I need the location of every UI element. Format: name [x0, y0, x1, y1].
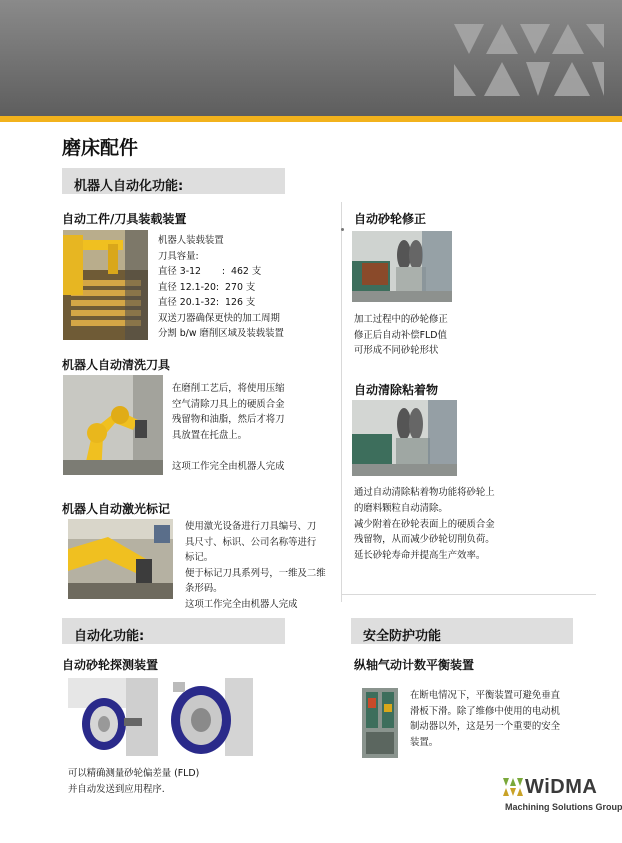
laser-marking-line: 条形码。 [185, 583, 223, 594]
residue-cleaning-title: 自动清除粘着物 [354, 383, 439, 397]
robot-cleaning-title: 机器人自动清洗刀具 [62, 358, 171, 372]
laser-marking-line: 使用激光设备进行刀具编号、刀 [185, 521, 317, 532]
auto-loading-line: 机器人装载装置 [158, 235, 224, 246]
auto-loading-line: 刀具容量: [158, 250, 199, 262]
auto-loading-photo [63, 230, 148, 340]
balance-device-line: 装置。 [410, 736, 439, 748]
residue-cleaning-line: 残留物，从而减少砂轮切削负荷。 [354, 534, 495, 546]
laser-marking-line: 具尺寸、标识、公司名称等进行 [185, 536, 317, 548]
residue-cleaning-line: 的磨料颗粒自动清除。 [354, 502, 448, 514]
balance-device-photo [358, 684, 402, 762]
section-automation: 自动化功能: [62, 618, 285, 644]
brand-name: WiDMA [525, 776, 598, 798]
robot-cleaning-line: 这项工作完全由机器人完成 [172, 460, 285, 472]
laser-marking-line: 这项工作完全由机器人完成 [185, 598, 298, 610]
wheel-probe-title: 自动砂轮探测装置 [62, 658, 159, 672]
residue-cleaning-line: 减少附着在砂轮表面上的硬质合金 [354, 518, 495, 530]
wheel-probe-line: 并自动发送到应用程序. [68, 784, 165, 795]
balance-device-title: 纵轴气动计数平衡装置 [354, 658, 475, 672]
divider-dot [341, 228, 344, 231]
wheel-probe-photo-left [68, 678, 158, 756]
wheel-dressing-line: 加工过程中的砂轮修正 [354, 314, 448, 325]
robot-cleaning-photo [63, 375, 163, 475]
widma-brand-logo-icon [503, 778, 523, 796]
balance-device-text [410, 688, 560, 750]
auto-loading-line: 分割 b/w 磨削区域及装载装置 [158, 328, 284, 339]
auto-loading-title: 自动工件/刀具装载装置 [62, 212, 187, 226]
page-title: 磨床配件 [62, 137, 139, 159]
residue-cleaning-text [354, 485, 495, 564]
header-accent-stripe [0, 116, 622, 122]
wheel-dressing-title: 自动砂轮修正 [354, 212, 427, 226]
widma-header-logo-icon [454, 24, 604, 96]
wheel-probe-photo-right [163, 678, 253, 756]
robot-cleaning-line: 具放置在托盘上。 [172, 429, 248, 441]
auto-loading-line: 双送刀器确保更快的加工周期 [158, 312, 280, 324]
laser-marking-title: 机器人自动激光标记 [62, 502, 171, 516]
robot-cleaning-text [172, 381, 285, 474]
auto-loading-line: 直径 12.1-20: 270 支 [158, 281, 256, 293]
wheel-dressing-line: 可形成不同砂轮形状 [354, 345, 439, 356]
balance-device-line: 制动器以外，这是另一个重要的安全 [410, 721, 561, 732]
wheel-dressing-photo [352, 231, 452, 302]
brand-tagline: Machining Solutions Group [505, 802, 622, 812]
wheel-dressing-line: 修正后自动补偿FLD值 [354, 329, 447, 341]
auto-loading-text [158, 233, 284, 342]
robot-cleaning-line: 残留物和油脂，然后才将刀 [172, 414, 285, 425]
auto-loading-line: 直径 3-12 : 462 支 [158, 266, 262, 277]
header-banner [0, 0, 622, 116]
laser-marking-text [185, 519, 326, 612]
section-robot-automation: 机器人自动化功能: [62, 168, 285, 194]
auto-loading-line: 直径 20.1-32: 126 支 [158, 297, 256, 308]
section-safety: 安全防护功能 [351, 618, 573, 644]
balance-device-line: 滑板下滑。除了维修中使用的电动机 [410, 705, 561, 717]
residue-cleaning-photo [352, 400, 457, 476]
section-divider [341, 594, 596, 595]
robot-cleaning-line: 在磨削工艺后，将使用压缩 [172, 383, 285, 394]
wheel-probe-line: 可以精确测量砂轮偏差量 (FLD) [68, 768, 200, 779]
balance-device-line: 在断电情况下，平衡装置可避免垂直 [410, 690, 561, 701]
robot-cleaning-line [172, 443, 285, 459]
residue-cleaning-line: 延长砂轮寿命并提高生产效率。 [354, 550, 486, 562]
laser-marking-photo [68, 519, 173, 599]
wheel-probe-text [68, 766, 199, 798]
robot-cleaning-line: 空气清除刀具上的硬质合金 [172, 398, 285, 410]
column-divider [341, 202, 342, 602]
laser-marking-line: 标记。 [185, 552, 214, 563]
residue-cleaning-line: 通过自动清除粘着物功能将砂轮上 [354, 487, 495, 498]
laser-marking-line: 便于标记刀具系列号，一维及二维 [185, 567, 326, 579]
wheel-dressing-text [354, 312, 448, 359]
